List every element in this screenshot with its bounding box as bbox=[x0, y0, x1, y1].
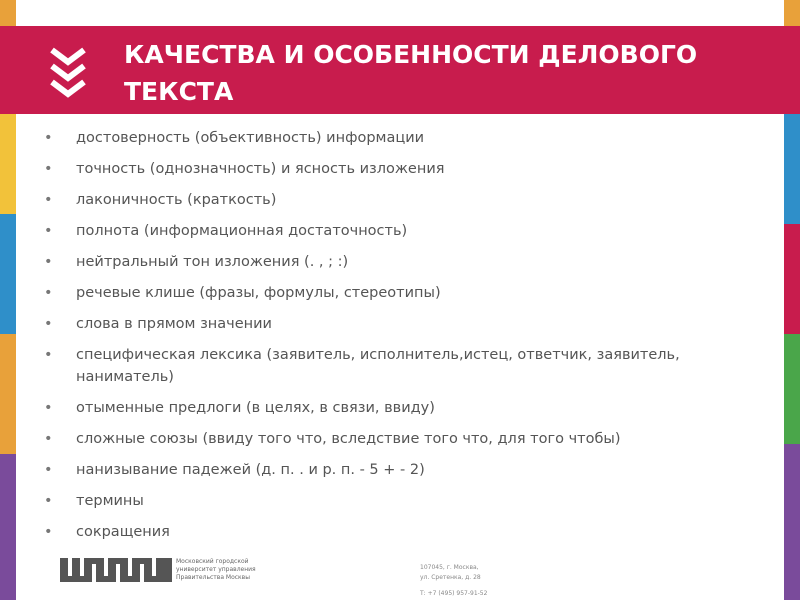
footer-address-line: 107045, г. Москва, bbox=[420, 564, 479, 571]
list-item bbox=[44, 220, 764, 242]
bullet-marker: • bbox=[44, 192, 53, 208]
list-item bbox=[44, 344, 764, 388]
list-item-text: сокращения bbox=[76, 524, 170, 540]
list-item-text: лаконичность (краткость) bbox=[76, 192, 277, 208]
list-item-text: нанизывание падежей (д. п. . и р. п. - 5 + - 2) bbox=[76, 462, 425, 478]
list-item bbox=[44, 459, 764, 481]
list-item-text: специфическая лексика (заявитель, исполнитель,истец, ответчик, заявитель, наниматель) bbox=[76, 347, 680, 385]
bullet-marker: • bbox=[44, 316, 53, 332]
list-item-text: достоверность (объективность) информации bbox=[76, 130, 425, 146]
list-item bbox=[44, 313, 764, 335]
footer-address-line: ул. Сретенка, д. 28 bbox=[420, 574, 481, 581]
footer-org-line: университет управления bbox=[176, 566, 256, 573]
title-bar bbox=[16, 26, 784, 114]
list-item-text: слова в прямом значении bbox=[76, 316, 272, 332]
list-item-text: нейтральный тон изложения (. , ; :) bbox=[76, 254, 349, 270]
footer-address bbox=[420, 563, 540, 583]
list-item-text: термины bbox=[76, 493, 144, 509]
bullet-marker: • bbox=[44, 462, 53, 478]
bullet-marker: • bbox=[44, 161, 53, 177]
list-item bbox=[44, 251, 764, 273]
list-item-text: сложные союзы (ввиду того что, вследствие того что, для того чтобы) bbox=[76, 431, 621, 447]
bullet-marker: • bbox=[44, 431, 53, 447]
bullet-marker: • bbox=[44, 493, 53, 509]
university-logo bbox=[60, 556, 172, 584]
footer-org-line: Московский городской bbox=[176, 558, 249, 565]
list-item bbox=[44, 127, 764, 149]
footer-org-line: Правительства Москвы bbox=[176, 574, 250, 581]
list-item bbox=[44, 521, 764, 543]
list-item-text: отыменные предлоги (в целях, в связи, ввиду) bbox=[76, 400, 435, 416]
list-item bbox=[44, 428, 764, 450]
page-title: КАЧЕСТВА И ОСОБЕННОСТИ ДЕЛОВОГО ТЕКСТА bbox=[124, 40, 698, 106]
footer-phone: Т: +7 (495) 957-91-52 bbox=[420, 590, 488, 597]
bullet-marker: • bbox=[44, 400, 53, 416]
bullet-marker: • bbox=[44, 254, 53, 270]
slide bbox=[16, 0, 784, 600]
list-item bbox=[44, 158, 764, 180]
bullet-marker: • bbox=[44, 223, 53, 239]
bullet-marker: • bbox=[44, 285, 53, 301]
bullet-marker: • bbox=[44, 524, 53, 540]
footer-org bbox=[176, 558, 286, 582]
bullet-marker: • bbox=[44, 130, 53, 146]
list-item bbox=[44, 490, 764, 512]
list-item bbox=[44, 397, 764, 419]
list-item-text: полнота (информационная достаточность) bbox=[76, 223, 408, 239]
list-item-text: речевые клише (фразы, формулы, стереотипы) bbox=[76, 285, 441, 301]
list-item bbox=[44, 282, 764, 304]
list-item bbox=[44, 189, 764, 211]
list-item-text: точность (однозначность) и ясность изложения bbox=[76, 161, 445, 177]
chevron-down-icon bbox=[46, 44, 90, 100]
bullet-marker: • bbox=[44, 347, 53, 363]
bullet-list bbox=[44, 127, 764, 552]
